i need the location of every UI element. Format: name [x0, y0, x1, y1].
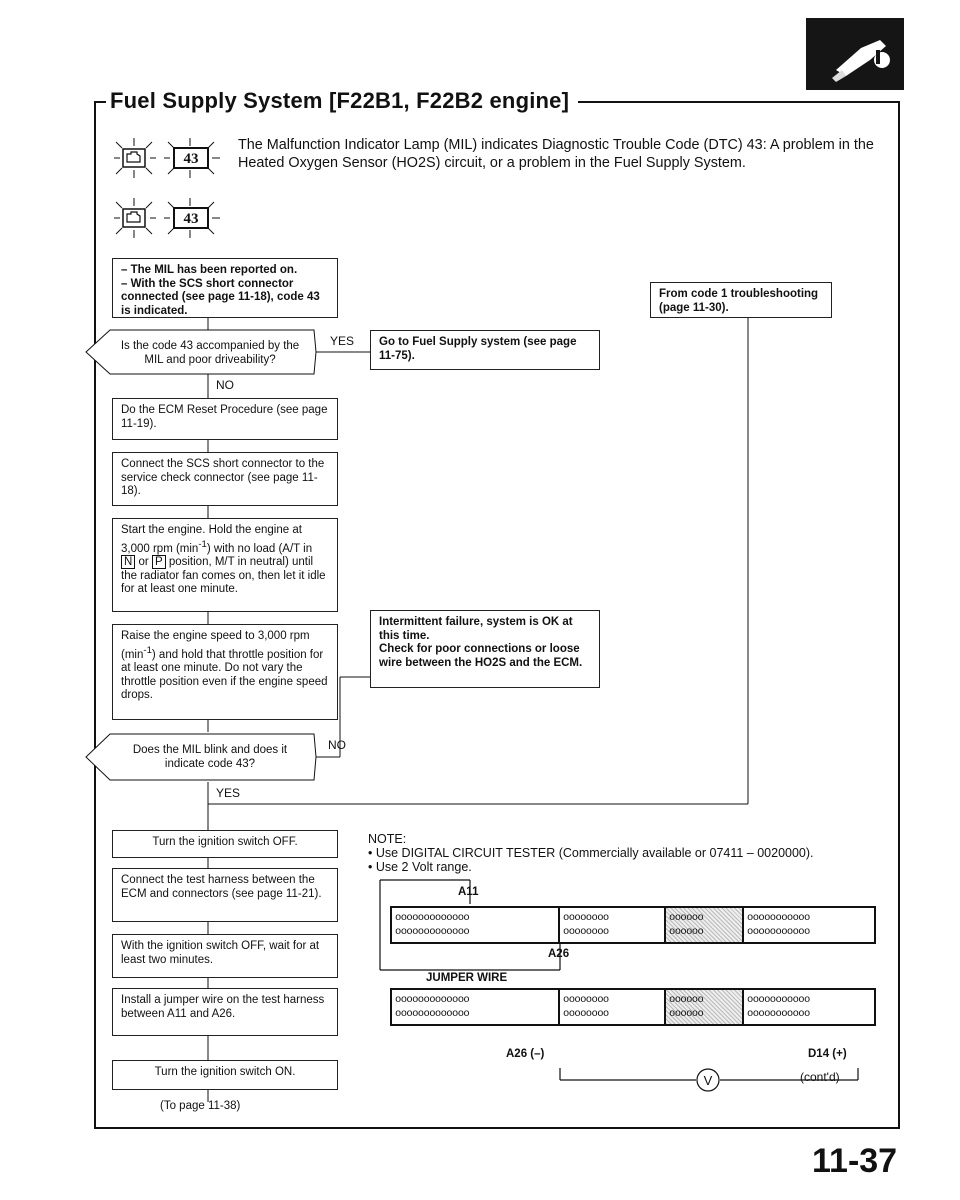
start-line-1: – The MIL has been reported on. — [121, 264, 298, 276]
goto-fuel-text: Go to Fuel Supply system (see page 11-75). — [379, 336, 577, 362]
connector-seg-a — [390, 906, 558, 944]
connector2-seg-c — [664, 988, 742, 1026]
step3-part-a: Start the engine. Hold the engine at 3,000 rpm (min — [121, 524, 302, 555]
to-page-ref: (To page 11-38) — [160, 1100, 241, 1112]
dtc-code-label: 43 — [183, 151, 199, 167]
seg-a-top-pins: ooooooooooooo — [395, 912, 470, 924]
page-number: 11-37 — [812, 1142, 898, 1180]
start-line-2: – With the SCS short connector connected (see page 11-18), code 43 is indicated. — [121, 277, 320, 317]
gear-n-box: N — [121, 555, 135, 569]
step3-part-d: position, M/T in neutral) until the radiator fan comes on, then let it idle for at least one minute. — [121, 556, 326, 596]
step3-part-c: or — [138, 556, 149, 569]
connector-seg-c — [664, 906, 742, 944]
question-1: Is the code 43 accompanied by the MIL and poor driveability? — [120, 340, 300, 366]
step-ignition-on-text: Turn the ignition switch ON. — [154, 1066, 296, 1078]
connector2-seg-a — [390, 988, 558, 1026]
voltmeter-label: V — [703, 1073, 713, 1088]
ecm-connector-bottom — [390, 988, 876, 1026]
intermittent-body: Check for poor connections or loose wire between the HO2S and the ECM. — [379, 643, 583, 669]
seg2-b-top-pins: oooooooo — [563, 994, 609, 1006]
seg2-d-bottom-pins: ooooooooooo — [747, 1008, 810, 1020]
seg2-c-bottom-pins: oooooo — [669, 1008, 704, 1020]
step4-superscript: -1 — [143, 644, 152, 656]
pin-a11-label: A11 — [458, 886, 479, 898]
gear-p-box: P — [152, 555, 166, 569]
step-ecm-reset-text: Do the ECM Reset Procedure (see page 11-19). — [121, 404, 328, 430]
dtc-code-label-2: 43 — [183, 211, 199, 227]
seg2-b-bottom-pins: oooooooo — [563, 1008, 609, 1020]
seg-d-top-pins: ooooooooooo — [747, 912, 810, 924]
step-ignition-off-text: Turn the ignition switch OFF. — [152, 836, 298, 848]
step3-part-b: ) with no load (A/T in — [206, 542, 313, 555]
seg-a-bottom-pins: ooooooooooooo — [395, 926, 470, 938]
step4-part-a: Raise the engine speed to 3,000 rpm (min — [121, 630, 310, 661]
connector2-seg-b — [558, 988, 664, 1026]
intermittent-title: Intermittent failure, system is OK at this time. — [379, 616, 573, 642]
continued-label: (cont'd) — [800, 1070, 840, 1084]
question-2: Does the MIL blink and does it indicate code 43? — [132, 744, 288, 770]
from-code-text: From code 1 troubleshooting (page 11-30). — [659, 288, 819, 314]
q1-no-label: NO — [216, 378, 234, 392]
step-wait-text: With the ignition switch OFF, wait for at least two minutes. — [121, 940, 320, 966]
connector2-seg-d — [742, 988, 876, 1026]
seg2-a-bottom-pins: ooooooooooooo — [395, 1008, 470, 1020]
step-connect-harness-text: Connect the test harness between the ECM and connectors (see page 11-21). — [121, 874, 322, 900]
seg-d-bottom-pins: ooooooooooo — [747, 926, 810, 938]
note-item-1: • Use DIGITAL CIRCUIT TESTER (Commercially available or 07411 – 0020000). — [368, 846, 814, 860]
seg2-d-top-pins: ooooooooooo — [747, 994, 810, 1006]
seg2-a-top-pins: ooooooooooooo — [395, 994, 470, 1006]
q1-yes-label: YES — [330, 334, 355, 348]
jumper-wire-label: JUMPER WIRE — [426, 972, 508, 984]
note-heading: NOTE: — [368, 832, 407, 846]
page-title: Fuel Supply System [F22B1, F22B2 engine] — [110, 88, 570, 113]
pin-a26-label: A26 — [548, 948, 570, 960]
pin-a26-neg-label: A26 (–) — [506, 1048, 545, 1060]
seg-b-bottom-pins: oooooooo — [563, 926, 609, 938]
step4-part-b: ) and hold that throttle position for at least one minute. Do not vary the throttle position even if the engine speed drops. — [121, 648, 328, 702]
connector-seg-b — [558, 906, 664, 944]
ecm-connector-top — [390, 906, 876, 944]
connector-seg-d — [742, 906, 876, 944]
step-connect-scs-text: Connect the SCS short connector to the service check connector (see page 11-18). — [121, 458, 325, 498]
q2-yes-label: YES — [216, 786, 241, 800]
seg-b-top-pins: oooooooo — [563, 912, 609, 924]
step3-superscript: -1 — [198, 538, 207, 550]
intro-text: The Malfunction Indicator Lamp (MIL) indicates Diagnostic Trouble Code (DTC) 43: A problem in the Heated Oxygen Sensor (HO2S) circuit, or a problem in the Fuel Supply System. — [238, 137, 874, 171]
q2-no-label: NO — [328, 738, 346, 752]
seg-c-top-pins: oooooo — [669, 912, 704, 924]
note-item-2: • Use 2 Volt range. — [368, 860, 472, 874]
pin-d14-pos-label: D14 (+) — [808, 1048, 847, 1060]
seg-c-bottom-pins: oooooo — [669, 926, 704, 938]
seg2-c-top-pins: oooooo — [669, 994, 704, 1006]
step-install-jumper-text: Install a jumper wire on the test harness between A11 and A26. — [121, 994, 325, 1020]
